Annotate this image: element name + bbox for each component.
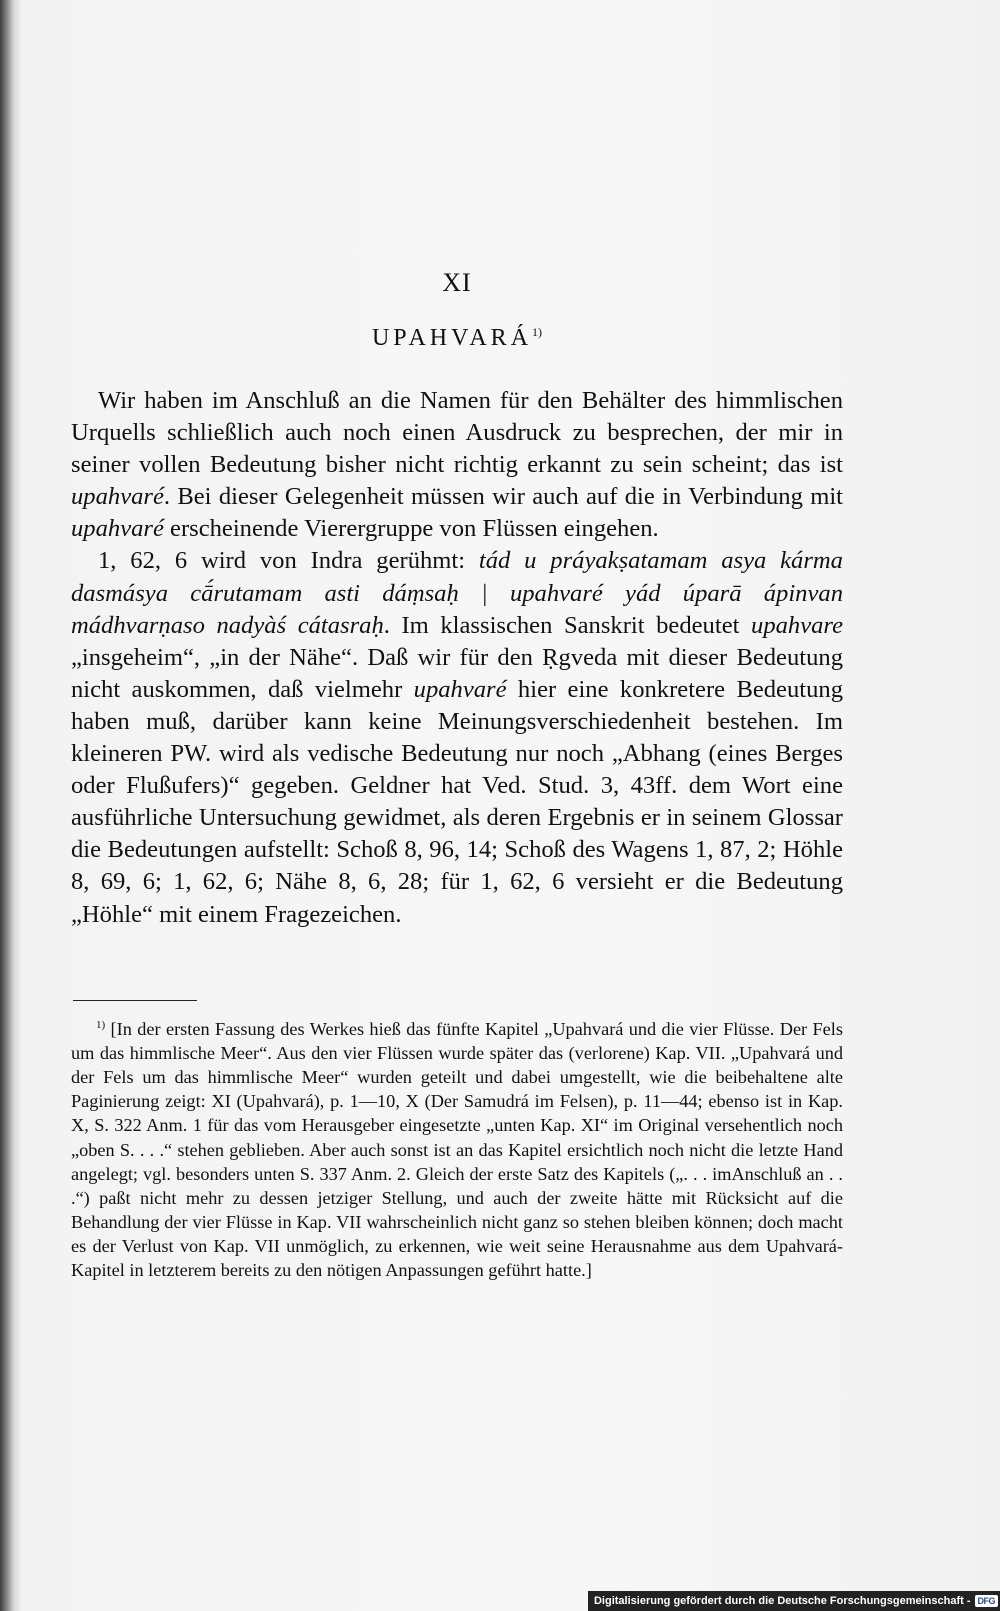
p1-text-3: erscheinende Vierergruppe von Flüssen eingehen.	[163, 515, 659, 543]
p2-text-2: . Im klassischen Sanskrit bedeutet	[383, 611, 752, 639]
p2-text-4: hier eine konkretere Bedeutung haben muß, darüber kann keine Meinungsverschiedenheit bestehen. Im kleineren PW. wird als vedische Bedeutung nur noch „Abhang (eines Berges oder Flußufers)“ gegeben. Geldner hat Ved. Stud. 3, 43ff. dem Wort eine ausführliche Untersuchung gewidmet, als deren Ergebnis er in seinem Glossar die Bedeutungen aufstellt: Schoß 8, 96, 14; Schoß des Wagens 1, 87, 2; Höhle 8, 69, 6; 1, 62, 6; Nähe 8, 6, 28; für 1, 62, 6 versieht er die Bedeutung „Höhle“ mit einem Fragezeichen.	[71, 675, 843, 928]
p1-italic-1: upahvaré	[71, 483, 164, 511]
funding-banner	[588, 1591, 1000, 1611]
footnote-text: [In der ersten Fassung des Werkes hieß das fünfte Kapitel „Upahvará und die vier Flüsse. Der Fels um das himmlische Meer“. Aus den vier Flüssen wurde später das (verlorene) Kap. VII. „Upahvará und der Fels um das himmlische Meer“ wurden geteilt und dabei umgestellt, wie die beibehaltene alte Paginierung zeigt: XI (Upahvará), p. 1—10, X (Der Samudrá im Felsen), p. 11—44; ebenso ist in Kap. X, S. 322 Anm. 1 für das vom Herausgeber eingesetzte „unten Kap. XI“ im Original versehentlich noch „oben S. . . .“ stehen geblieben. Aber auch sonst ist an das Kapitel ersichtlich noch nicht die letzte Hand angelegt; vgl. besonders unten S. 337 Anm. 2. Gleich der erste Satz des Kapitels („. . . imAnschluß an . . .“) paßt nicht mehr zu dessen jetziger Stellung, und auch der zweite hätte mit Rücksicht auf die Behandlung der vier Flüsse in Kap. VII wahrscheinlich nicht ganz so stehen bleiben können; doch macht es der Verlust von Kap. VII unmöglich, zu erkennen, wie weit seine Herausnahme aus dem Upahvará-Kapitel in letzterem bereits zu den nötigen Anpassungen geführt hatte.]	[71, 1019, 843, 1281]
p1-italic-2: upahvaré	[71, 515, 164, 543]
footnote-divider	[73, 1000, 197, 1001]
paragraph-1	[71, 385, 843, 545]
chapter-title	[71, 325, 843, 352]
footnote	[71, 1013, 843, 1282]
footnote-mark: 1)	[96, 1019, 106, 1031]
p1-text-2: . Bei dieser Gelegenheit müssen wir auch auf die in Verbindung mit	[163, 483, 843, 511]
p2-italic-verse: tád u práyakṣatamam asya kárma dasmásya cā́rutamam asti dáṃsaḥ | upahvaré yád úparā ápinvan mádhvarṇaso nadyàś cátasraḥ	[71, 547, 843, 639]
p2-text-3: „insgeheim“, „in der Nähe“. Daß wir für den Ṛgveda mit dieser Bedeutung nicht auskommen, daß vielmehr	[71, 643, 843, 703]
p2-text-1: 1, 62, 6 wird von Indra gerühmt:	[98, 547, 479, 575]
funding-text: Digitalisierung gefördert durch die Deutsche Forschungsgemeinschaft -	[593, 1595, 971, 1607]
footnote-reference: 1)	[532, 325, 543, 339]
p2-italic-3: upahvaré	[413, 675, 507, 703]
dfg-logo: DFG	[975, 1595, 999, 1607]
p1-text-1: Wir haben im Anschluß an die Namen für den Behälter des himmlischen Urquells schließlich auch noch einen Ausdruck zu besprechen, der mir in seiner vollen Bedeutung bisher nicht richtig erkannt zu sein scheint; das ist	[71, 387, 843, 479]
body-text	[71, 385, 843, 931]
chapter-title-text: UPAHVARÁ	[371, 325, 533, 351]
paragraph-2	[71, 545, 843, 930]
chapter-number: XI	[442, 268, 472, 297]
footnote-paragraph	[71, 1013, 843, 1282]
p2-italic-2: upahvare	[751, 611, 843, 639]
